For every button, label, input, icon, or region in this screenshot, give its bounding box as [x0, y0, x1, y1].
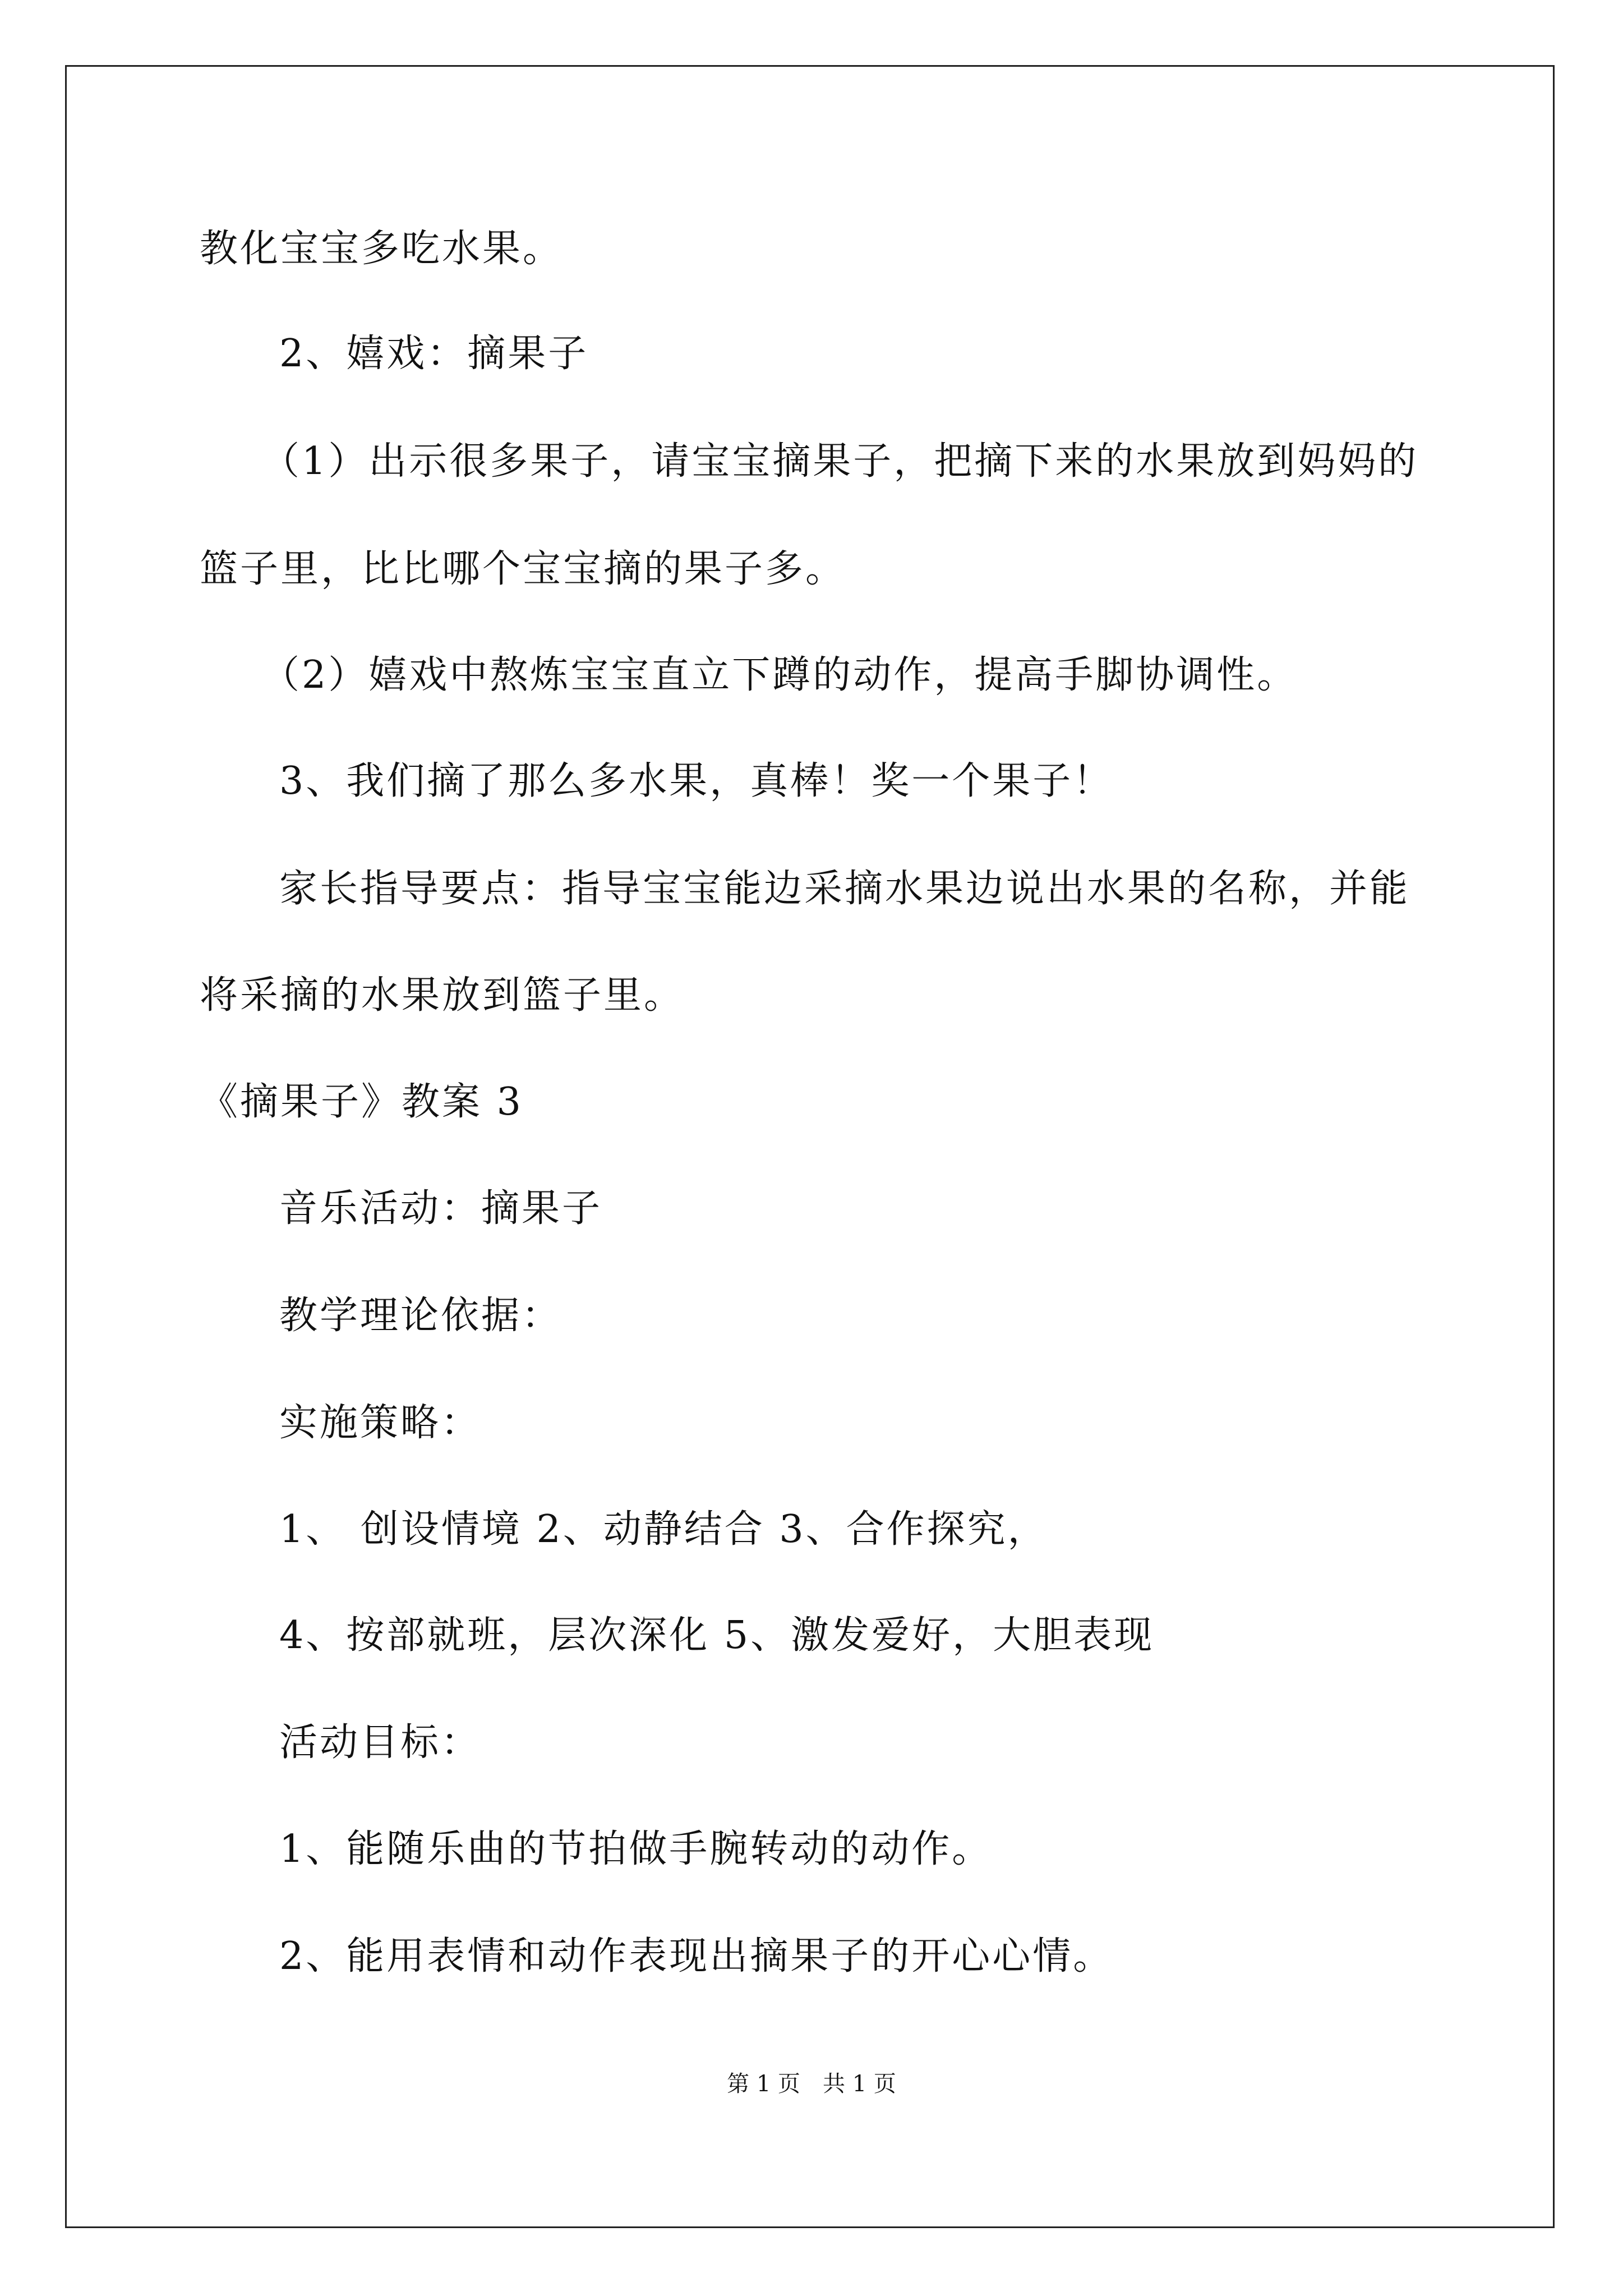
paragraph-line: 篮子里，比比哪个宝宝摘的果子多。 [200, 547, 846, 591]
paragraph-line: （2）嬉戏中熬炼宝宝直立下蹲的动作，提高手脚协调性。 [261, 653, 1298, 697]
paragraph-line: 活动目标： [279, 1720, 482, 1765]
paragraph-line: 3、我们摘了那么多水果，真棒！奖一个果子！ [279, 759, 1114, 803]
paragraph-line: 将采摘的水果放到篮子里。 [200, 973, 685, 1018]
paragraph-line: 家长指导要点：指导宝宝能边采摘水果边说出水果的名称，并能 [279, 867, 1410, 911]
section-heading: 《摘果子》教案 3 [200, 1080, 523, 1124]
paragraph-line: 教学理论依据： [279, 1294, 562, 1338]
paragraph-line: 教化宝宝多吃水果。 [200, 227, 564, 271]
paragraph-line: 4、按部就班，层次深化 5、激发爱好，大胆表现 [279, 1613, 1155, 1658]
paragraph-line: 2、嬉戏：摘果子 [279, 332, 589, 376]
paragraph-line: 1、 创设情境 2、动静结合 3、合作探究， [279, 1507, 1048, 1552]
page-border [65, 65, 1555, 2228]
page-footer: 第 1 页 共 1 页 [727, 2071, 896, 2097]
paragraph-line: 1、能随乐曲的节拍做手腕转动的动作。 [279, 1827, 993, 1871]
paragraph-line: 2、能用表情和动作表现出摘果子的开心心情。 [279, 1934, 1114, 1978]
paragraph-line: 实施策略： [279, 1401, 482, 1445]
paragraph-line: （1）出示很多果子，请宝宝摘果子，把摘下来的水果放到妈妈的 [261, 439, 1419, 484]
paragraph-line: 音乐活动：摘果子 [279, 1186, 603, 1231]
